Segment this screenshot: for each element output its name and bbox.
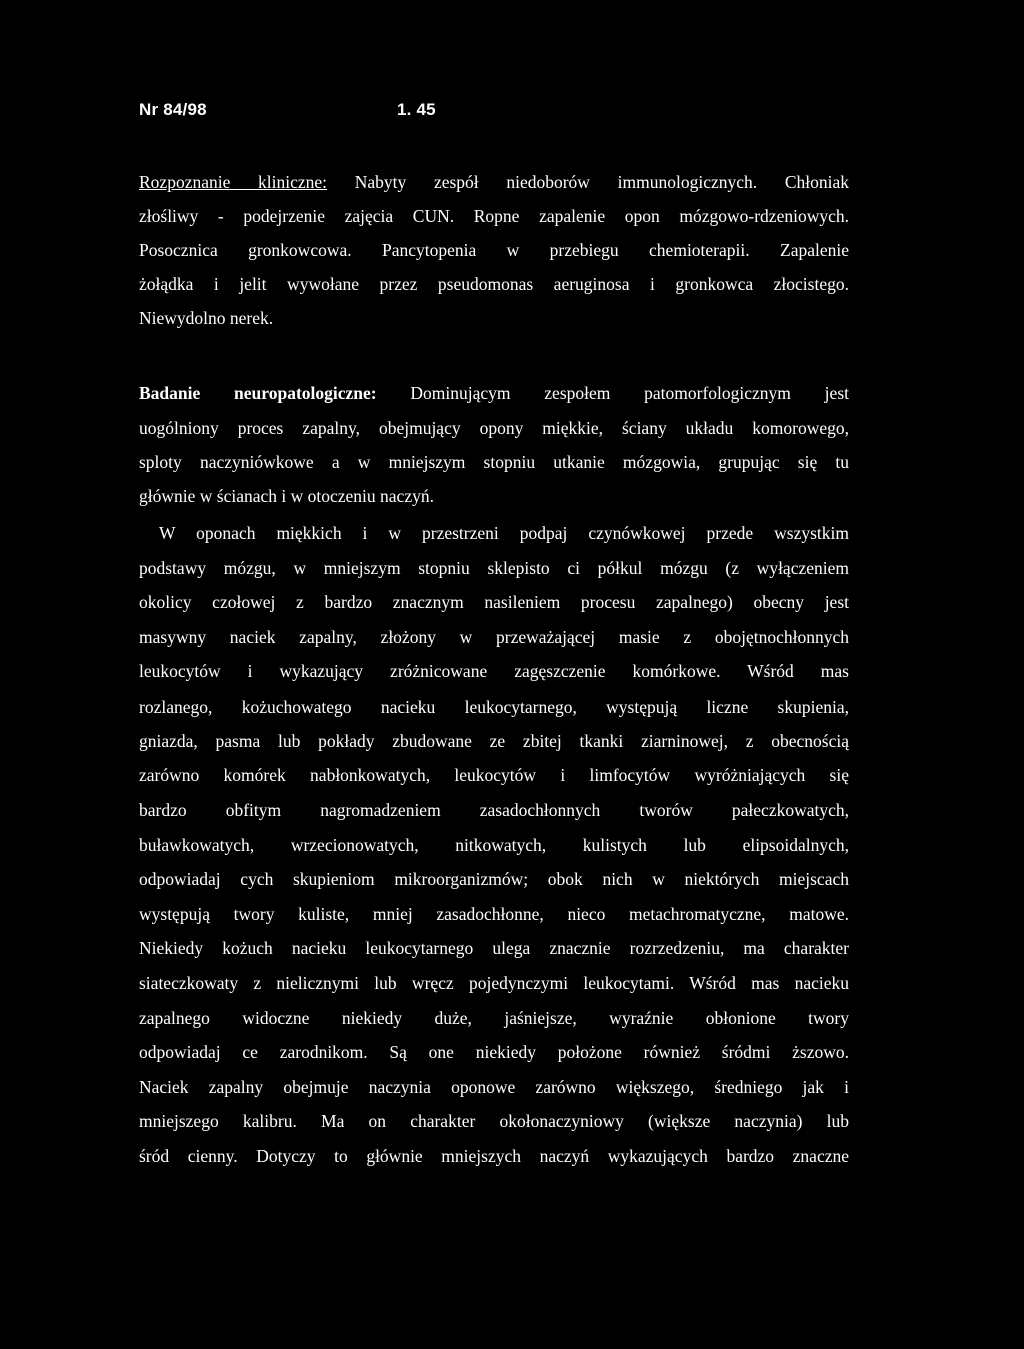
body-line-9: bardzo obfitym nagromadzeniem zasadochłonnych tworów pałeczkowatych, (139, 800, 849, 820)
clinical-line-4: żołądka i jelit wywołane przez pseudomonas aeruginosa i gronkowca złocistego. (139, 274, 849, 294)
body-line-2: podstawy mózgu, w mniejszym stopniu sklepisto ci półkul mózgu (z wyłączeniem (139, 558, 849, 578)
body-line-12: występują twory kuliste, mniej zasadochłonne, nieco metachromatyczne, matowe. (139, 904, 849, 924)
body-line-11: odpowiadaj cych skupieniom mikroorganizmów; obok nich w niektórych miejscach (139, 869, 849, 889)
body-line-10: buławkowatych, wrzecionowatych, nitkowatych, kulistych lub elipsoidalnych, (139, 835, 849, 855)
leaf-number: 1. 45 (397, 100, 436, 119)
document-number: Nr 84/98 (139, 100, 207, 119)
neuro-line-3: sploty naczyniówkowe a w mniejszym stopniu utkanie mózgowia, grupując się tu (139, 452, 849, 472)
clinical-line-5: Niewydolno nerek. (139, 308, 274, 328)
body-line-1: W oponach miękkich i w przestrzeni podpaj czynówkowej przede wszystkim (159, 523, 849, 543)
body-line-13: Niekiedy kożuch nacieku leukocytarnego ulega znacznie rozrzedzeniu, ma charakter (139, 938, 849, 958)
body-line-19: śród cienny. Dotyczy to głównie mniejszych naczyń wykazujących bardzo znaczne (139, 1146, 849, 1166)
neuro-line-4: głównie w ścianach i w otoczeniu naczyń. (139, 486, 434, 506)
clinical-line-1 (139, 172, 849, 192)
body-line-6: rozlanego, kożuchowatego nacieku leukocytarnego, występują liczne skupienia, (139, 697, 849, 717)
body-line-5: leukocytów i wykazujący zróżnicowane zagęszczenie komórkowe. Wśród mas (139, 661, 849, 681)
clinical-line-2: złośliwy - podejrzenie zajęcia CUN. Ropne zapalenie opon mózgowo-rdzeniowych. (139, 206, 849, 226)
body-line-4: masywny naciek zapalny, złożony w przeważającej masie z obojętnochłonnych (139, 627, 849, 647)
body-line-14: siateczkowaty z nielicznymi lub wręcz pojedynczymi leukocytami. Wśród mas nacieku (139, 973, 849, 993)
body-line-8: zarówno komórek nabłonkowatych, leukocytów i limfocytów wyróżniających się (139, 765, 849, 785)
neuro-line-2: uogólniony proces zapalny, obejmujący opony miękkie, ściany układu komorowego, (139, 418, 849, 438)
neuro-exam-label: Badanie neuropatologiczne: (139, 383, 377, 403)
neuro-line-1-text: Dominującym zespołem patomorfologicznym jest (376, 383, 849, 403)
body-line-15: zapalnego widoczne niekiedy duże, jaśniejsze, wyraźnie obłonione twory (139, 1008, 849, 1028)
body-line-16: odpowiadaj ce zarodnikom. Są one niekiedy położone również śródmi ższowo. (139, 1042, 849, 1062)
body-line-3: okolicy czołowej z bardzo znacznym nasileniem procesu zapalnego) obecny jest (139, 592, 849, 612)
clinical-line-1-text: Nabyty zespół niedoborów immunologicznych. Chłoniak (327, 172, 849, 192)
body-line-17: Naciek zapalny obejmuje naczynia oponowe zarówno większego, średniego jak i (139, 1077, 849, 1097)
clinical-diagnosis-label: Rozpoznanie kliniczne: (139, 172, 328, 192)
body-line-18: mniejszego kalibru. Ma on charakter okołonaczyniowy (większe naczynia) lub (139, 1111, 849, 1131)
body-line-7: gniazda, pasma lub pokłady zbudowane ze zbitej tkanki ziarninowej, z obecnością (139, 731, 849, 751)
clinical-line-3: Posocznica gronkowcowa. Pancytopenia w przebiegu chemioterapii. Zapalenie (139, 240, 849, 260)
neuro-line-1 (139, 383, 849, 403)
